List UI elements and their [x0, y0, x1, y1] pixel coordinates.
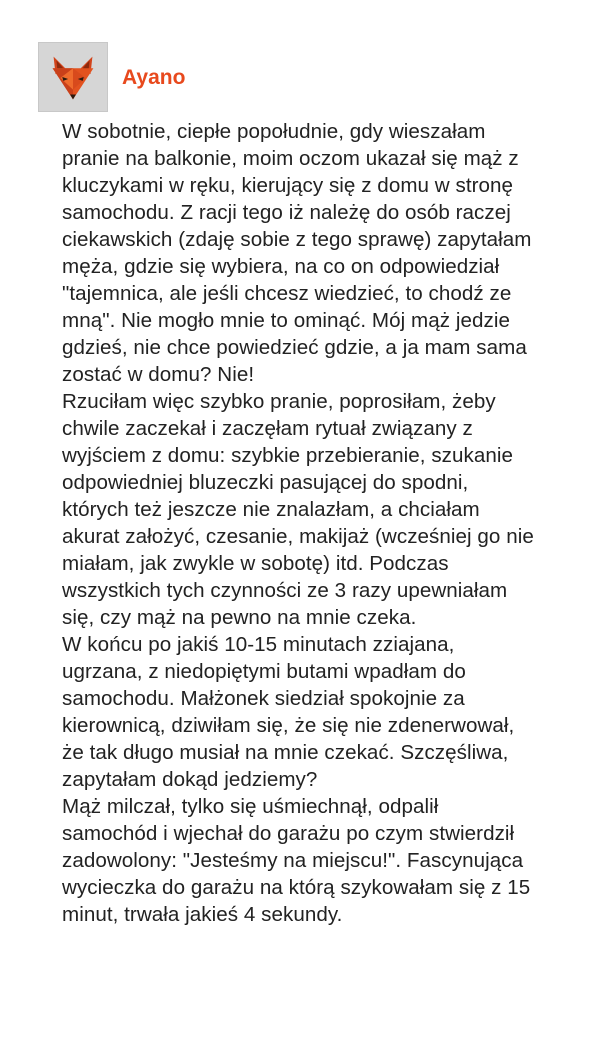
post-text-line: zostać w domu? Nie! — [62, 363, 255, 386]
post-text-line: wyjściem z domu: szybkie przebieranie, szukanie — [62, 444, 514, 467]
post-text-line: kierownicą, dziwiłam się, że się nie zdenerwował, — [62, 714, 515, 737]
post-text-line: samochodu. Z racji tego iż należę do osób raczej — [62, 201, 511, 224]
post-text-line: wycieczka do garażu na którą szykowałam się z 15 — [62, 876, 531, 899]
post-text-line: odpowiedniej bluzeczki pasującej do spodni, — [62, 471, 469, 494]
post-text-line: samochód i wjechał do garażu po czym stwierdził — [62, 822, 515, 845]
post-text-line: pranie na balkonie, moim oczom ukazał się mąż z — [62, 147, 519, 170]
author-name[interactable]: Ayano — [122, 66, 186, 89]
post-text-line: gdzieś, nie chce powiedzieć gdzie, a ja mam sama — [62, 336, 527, 359]
post-text-line: minut, trwała jakieś 4 sekundy. — [62, 903, 343, 926]
post-text-line: kluczykami w ręku, kierujący się z domu w stronę — [62, 174, 514, 197]
fox-icon — [39, 43, 107, 111]
avatar[interactable] — [38, 42, 108, 112]
post-text-line: męża, gdzie się wybiera, na co on odpowiedział — [62, 255, 500, 278]
post-text-line: samochodu. Małżonek siedział spokojnie za — [62, 687, 465, 710]
post-text-line: chwile zaczekał i zaczęłam rytuał związany z — [62, 417, 473, 440]
post-text-line: zapytałam dokąd jedziemy? — [62, 768, 318, 791]
post-text-line: "tajemnica, ale jeśli chcesz wiedzieć, to chodź ze — [62, 282, 512, 305]
post-text-line: ciekawskich (zdaję sobie z tego sprawę) zapytałam — [62, 228, 532, 251]
post-text-line: Rzuciłam więc szybko pranie, poprosiłam, żeby — [62, 390, 496, 413]
post-text-line: się, czy mąż na pewno na mnie czeka. — [62, 606, 417, 629]
post-text-line: mną". Nie mogło mnie to ominąć. Mój mąż jedzie — [62, 309, 510, 332]
post-text-line: ugrzana, z niedopiętymi butami wpadłam do — [62, 660, 466, 683]
post-text-line: W końcu po jakiś 10-15 minutach zziajana, — [62, 633, 455, 656]
post-text-line: zadowolony: "Jesteśmy na miejscu!". Fascynująca — [62, 849, 524, 872]
post-text-line: wszystkich tych czynności ze 3 razy upewniałam — [62, 579, 508, 602]
post-text-line: których też jeszcze nie znalazłam, a chciałam — [62, 498, 480, 521]
post-text-line: W sobotnie, ciepłe popołudnie, gdy wieszałam — [62, 120, 486, 143]
post-text-line: miałam, jak zwykle w sobotę) itd. Podczas — [62, 552, 449, 575]
post-text-line: że tak długo musiał na mnie czekać. Szczęśliwa, — [62, 741, 509, 764]
post-text-line: akurat założyć, czesanie, makijaż (wcześniej go nie — [62, 525, 534, 548]
post-text-line: Mąż milczał, tylko się uśmiechnął, odpalił — [62, 795, 439, 818]
post-body — [62, 118, 592, 928]
